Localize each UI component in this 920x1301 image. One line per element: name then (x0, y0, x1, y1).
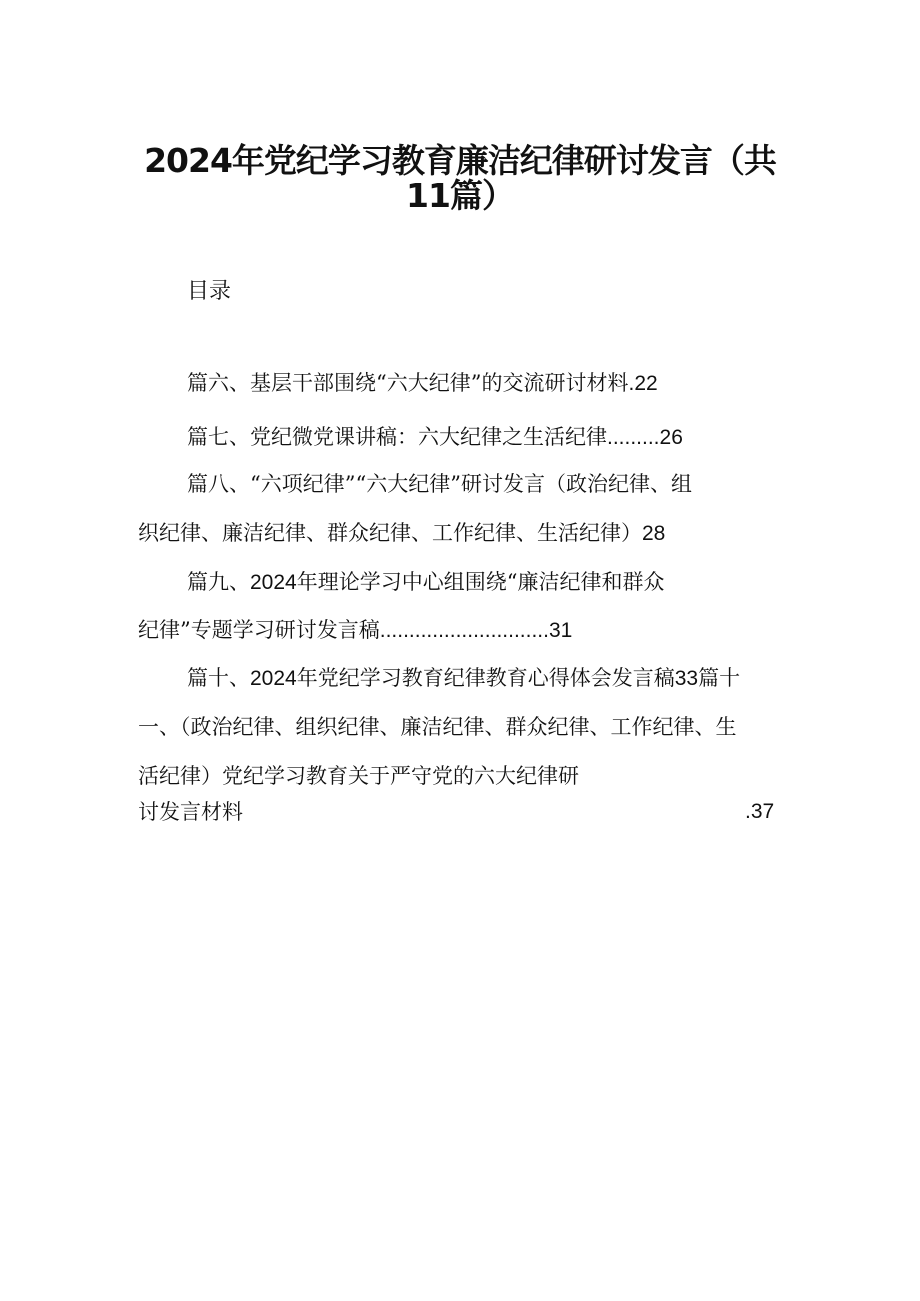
toc-item-6[interactable] (187, 367, 658, 400)
toc-item-6-text: 篇六、基层干部围绕“六大纪律”的交流研讨材料 (187, 371, 629, 395)
toc-item-9-line-1[interactable] (187, 566, 664, 599)
toc-item-11-start: 篇十 (698, 666, 741, 690)
document-title-line-2: 11篇） (406, 176, 514, 215)
toc-item-8-line-2[interactable] (138, 517, 665, 550)
toc-item-7[interactable] (187, 421, 683, 454)
toc-heading: 目录 (187, 279, 232, 304)
toc-item-10-text: 年党纪学习教育纪律教育心得体会发言稿 (296, 666, 675, 690)
toc-item-9-text: 年理论学习中心组围绕“廉洁纪律和群众 (296, 570, 665, 594)
toc-item-9-text-2: 纪律”专题学习研讨发言稿 (138, 618, 380, 642)
toc-item-6-page: .22 (628, 372, 658, 395)
toc-item-8-page: 28 (642, 522, 666, 545)
toc-item-11-line-2[interactable]: 一、（政治纪律、组织纪律、廉洁纪律、群众纪律、工作纪律、生 (138, 715, 737, 739)
toc-item-11-page: .37 (745, 800, 775, 823)
toc-item-11-line-4[interactable]: 讨发言材料 (138, 800, 243, 824)
toc-item-9-year: 2024 (250, 571, 297, 594)
toc-item-8-text: 织纪律、廉洁纪律、群众纪律、工作纪律、生活纪律） (138, 521, 642, 545)
toc-item-10-year: 2024 (250, 667, 297, 690)
toc-item-7-page: .........26 (607, 426, 683, 449)
toc-item-10-prefix: 篇十、 (187, 666, 250, 690)
toc-item-7-text: 篇七、党纪微党课讲稿：六大纪律之生活纪律 (187, 425, 607, 449)
toc-item-9-page: .............................31 (379, 619, 573, 642)
toc-item-10-page: 33 (674, 667, 699, 690)
toc-item-9-prefix: 篇九、 (187, 570, 250, 594)
toc-item-9-line-2[interactable] (138, 614, 572, 647)
toc-item-10[interactable] (187, 662, 740, 695)
toc-item-11-line-3[interactable]: 活纪律）党纪学习教育关于严守党的六大纪律研 (138, 764, 579, 788)
document-title-line-1: 2024年党纪学习教育廉洁纪律研讨发言（共 (144, 141, 776, 180)
toc-item-8-line-1[interactable]: 篇八、“六项纪律”“六大纪律”研讨发言（政治纪律、组 (187, 472, 692, 496)
